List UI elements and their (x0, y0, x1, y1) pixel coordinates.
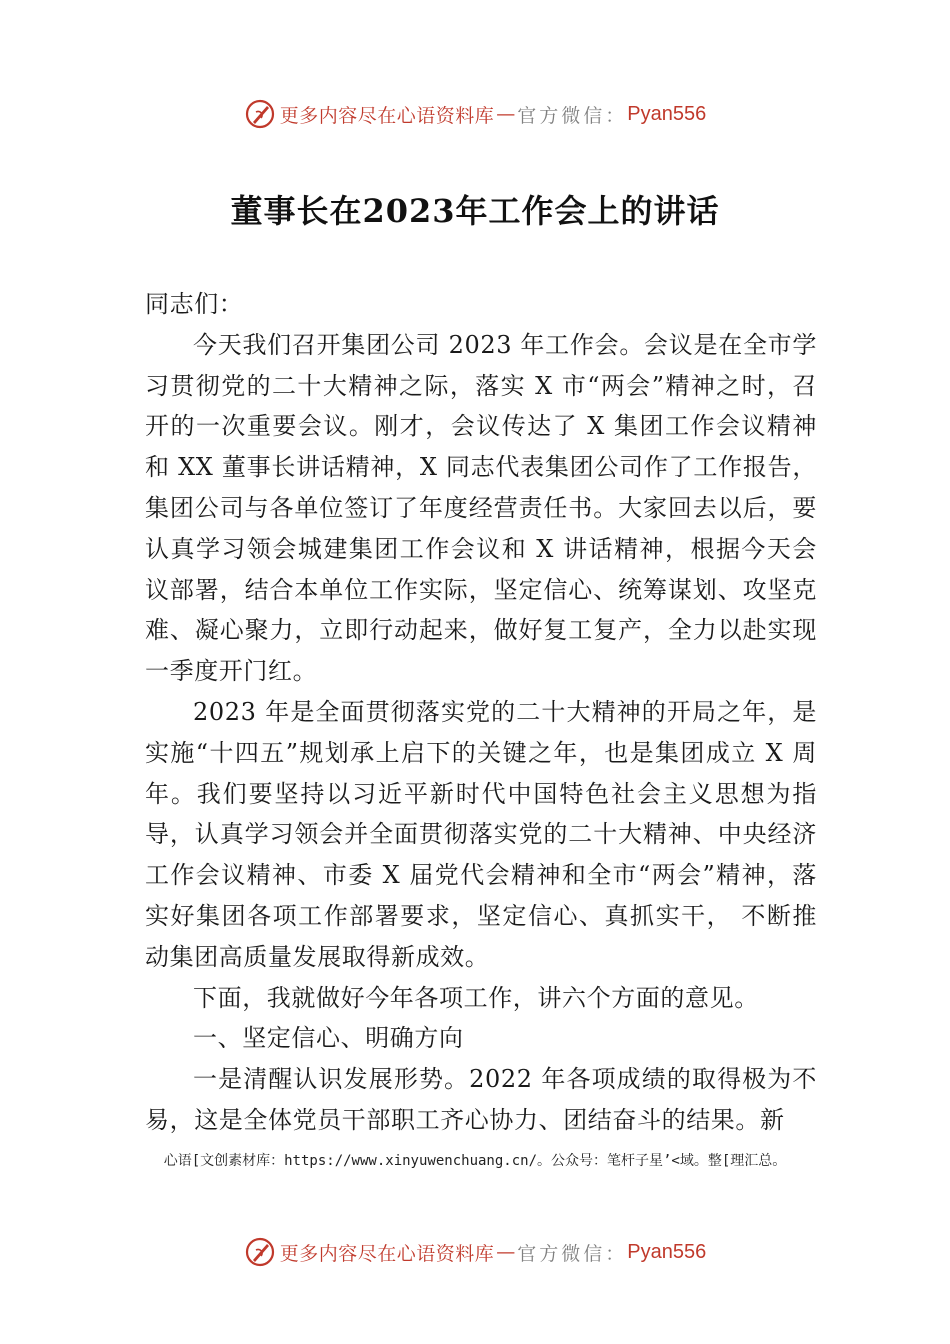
document-title: 董事长在2023年工作会上的讲话 (230, 192, 720, 230)
section-heading: 一、坚定信心、明确方向 (193, 1024, 464, 1053)
salutation: 同志们： (145, 290, 244, 318)
banner-wechat-label: 官方微信： (517, 1242, 628, 1265)
paragraph: 一是清醒认识发展形势。2022 年各项成绩的取得极为不易，这是全体党员干部职工齐心协力、团结奋斗的结果。新 (145, 1065, 817, 1134)
banner-separator: — (496, 1241, 516, 1263)
banner-wechat-label: 官方微信： (517, 104, 628, 127)
document-body (145, 284, 817, 1141)
banner-wechat-id: Pyan556 (627, 102, 707, 125)
header-banner (0, 94, 950, 134)
quill-pen-seal-icon (244, 1236, 276, 1268)
paragraph: 今天我们召开集团公司 2023 年工作会。会议是在全市学习贯彻党的二十大精神之际，落实 X 市“两会”精神之时，召开的一次重要会议。刚才，会议传达了 X 集团工作会议精神和 XX 董事长讲话精神，X 同志代表集团公司作了工作报告，集团公司与各单位签订了年度经营责任书。大家回去以后，要认真学习领会城建集团工作会议和 X 讲话精神，根据今天会议部署，结合本单位工作实际，坚定信心、统筹谋划、攻坚克难、凝心聚力，立即行动起来，做好复工复产，全力以赴实现一季度开门红。 (145, 330, 817, 686)
footer-source-note: 心语[文创素材库：https://www.xinyuwenchuang.cn/。公众号：笔杆子星’<域。整[理汇总。 (163, 1153, 787, 1169)
paragraph: 下面，我就做好今年各项工作，讲六个方面的意见。 (193, 983, 759, 1012)
banner-separator: — (496, 103, 516, 125)
footer-banner (0, 1232, 950, 1272)
paragraph: 2023 年是全面贯彻落实党的二十大精神的开局之年，是实施“十四五”规划承上启下的关键之年，也是集团成立 X 周年。我们要坚持以习近平新时代中国特色社会主义思想为指导，认真学习领会并全面贯彻落实党的二十大精神、中央经济工作会议精神、市委 X 届党代会精神和全市“两会”精神，落实好集团各项工作部署要求，坚定信心、真抓实干， 不断推动集团高质量发展取得新成效。 (145, 697, 817, 971)
quill-pen-seal-icon (244, 98, 276, 130)
banner-text: 更多内容尽在心语资料库 (279, 104, 495, 127)
banner-text: 更多内容尽在心语资料库 (279, 1242, 495, 1265)
banner-wechat-id: Pyan556 (627, 1240, 707, 1263)
